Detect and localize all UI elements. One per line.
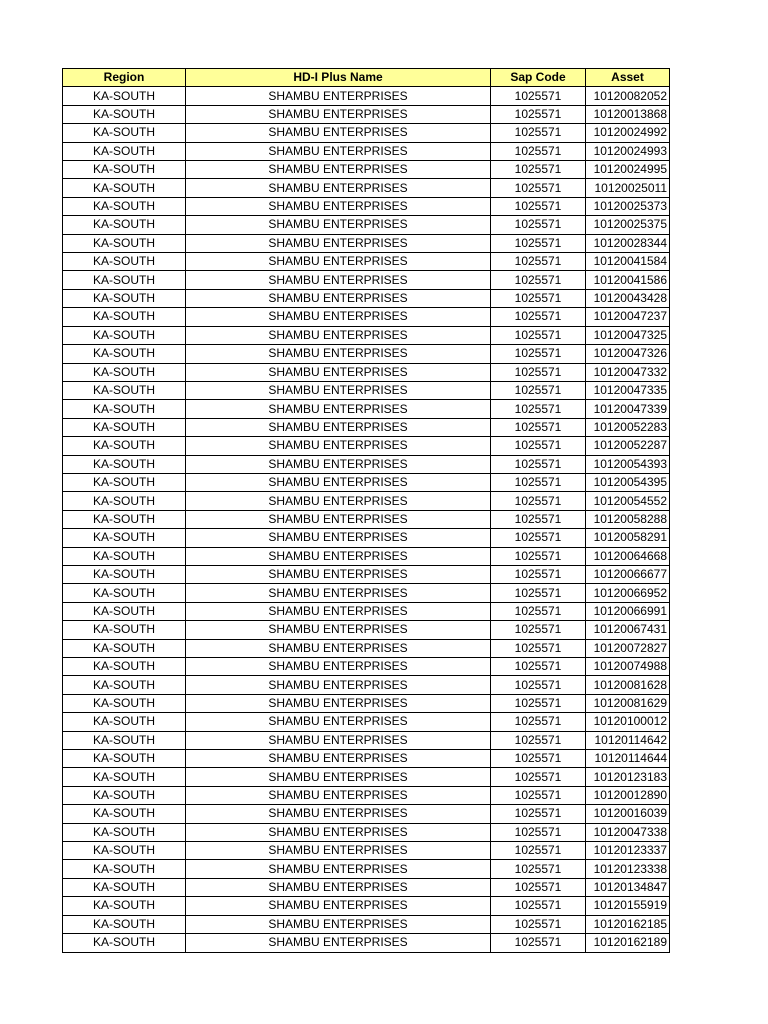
- cell-name: SHAMBU ENTERPRISES: [186, 400, 491, 418]
- table-row: [63, 860, 670, 878]
- cell-region: KA-SOUTH: [63, 124, 186, 142]
- cell-name: SHAMBU ENTERPRISES: [186, 124, 491, 142]
- cell-name: SHAMBU ENTERPRISES: [186, 161, 491, 179]
- table-row: [63, 234, 670, 252]
- table-row: [63, 713, 670, 731]
- cell-region: KA-SOUTH: [63, 897, 186, 915]
- cell-name: SHAMBU ENTERPRISES: [186, 713, 491, 731]
- cell-region: KA-SOUTH: [63, 731, 186, 749]
- cell-name: SHAMBU ENTERPRISES: [186, 860, 491, 878]
- cell-sap-code: 1025571: [491, 584, 586, 602]
- cell-asset: 10120047332: [586, 363, 670, 381]
- cell-asset: 10120134847: [586, 878, 670, 896]
- cell-asset: 10120074988: [586, 658, 670, 676]
- cell-region: KA-SOUTH: [63, 676, 186, 694]
- cell-region: KA-SOUTH: [63, 768, 186, 786]
- cell-name: SHAMBU ENTERPRISES: [186, 934, 491, 952]
- cell-sap-code: 1025571: [491, 768, 586, 786]
- cell-region: KA-SOUTH: [63, 786, 186, 804]
- cell-asset: 10120047338: [586, 823, 670, 841]
- table-row: [63, 639, 670, 657]
- cell-sap-code: 1025571: [491, 253, 586, 271]
- cell-name: SHAMBU ENTERPRISES: [186, 621, 491, 639]
- cell-name: SHAMBU ENTERPRISES: [186, 271, 491, 289]
- cell-name: SHAMBU ENTERPRISES: [186, 418, 491, 436]
- cell-region: KA-SOUTH: [63, 602, 186, 620]
- table-row: [63, 510, 670, 528]
- table-row: [63, 105, 670, 123]
- cell-asset: 10120047339: [586, 400, 670, 418]
- cell-name: SHAMBU ENTERPRISES: [186, 676, 491, 694]
- cell-asset: 10120114642: [586, 731, 670, 749]
- cell-asset: 10120047326: [586, 345, 670, 363]
- cell-sap-code: 1025571: [491, 161, 586, 179]
- table-row: [63, 565, 670, 583]
- table-row: [63, 621, 670, 639]
- cell-region: KA-SOUTH: [63, 142, 186, 160]
- cell-sap-code: 1025571: [491, 124, 586, 142]
- cell-name: SHAMBU ENTERPRISES: [186, 547, 491, 565]
- cell-name: SHAMBU ENTERPRISES: [186, 326, 491, 344]
- cell-name: SHAMBU ENTERPRISES: [186, 253, 491, 271]
- table-row: [63, 308, 670, 326]
- cell-asset: 10120016039: [586, 805, 670, 823]
- cell-sap-code: 1025571: [491, 271, 586, 289]
- column-header-name: HD-I Plus Name: [186, 69, 491, 87]
- cell-name: SHAMBU ENTERPRISES: [186, 584, 491, 602]
- cell-sap-code: 1025571: [491, 142, 586, 160]
- cell-name: SHAMBU ENTERPRISES: [186, 694, 491, 712]
- table-body: [63, 87, 670, 952]
- cell-asset: 10120047237: [586, 308, 670, 326]
- table-row: [63, 731, 670, 749]
- cell-sap-code: 1025571: [491, 381, 586, 399]
- cell-sap-code: 1025571: [491, 400, 586, 418]
- cell-region: KA-SOUTH: [63, 878, 186, 896]
- cell-sap-code: 1025571: [491, 805, 586, 823]
- table-row: [63, 197, 670, 215]
- cell-name: SHAMBU ENTERPRISES: [186, 878, 491, 896]
- cell-asset: 10120066952: [586, 584, 670, 602]
- table-row: [63, 326, 670, 344]
- cell-region: KA-SOUTH: [63, 492, 186, 510]
- header-row: [63, 69, 670, 87]
- cell-sap-code: 1025571: [491, 878, 586, 896]
- cell-name: SHAMBU ENTERPRISES: [186, 492, 491, 510]
- table-row: [63, 750, 670, 768]
- cell-region: KA-SOUTH: [63, 860, 186, 878]
- table-row: [63, 473, 670, 491]
- cell-name: SHAMBU ENTERPRISES: [186, 289, 491, 307]
- table-row: [63, 934, 670, 952]
- cell-asset: 10120082052: [586, 87, 670, 105]
- cell-sap-code: 1025571: [491, 602, 586, 620]
- cell-sap-code: 1025571: [491, 934, 586, 952]
- cell-name: SHAMBU ENTERPRISES: [186, 381, 491, 399]
- table-row: [63, 400, 670, 418]
- cell-region: KA-SOUTH: [63, 694, 186, 712]
- table-row: [63, 179, 670, 197]
- cell-sap-code: 1025571: [491, 216, 586, 234]
- cell-asset: 10120066677: [586, 565, 670, 583]
- cell-sap-code: 1025571: [491, 897, 586, 915]
- table-row: [63, 437, 670, 455]
- cell-region: KA-SOUTH: [63, 805, 186, 823]
- cell-region: KA-SOUTH: [63, 750, 186, 768]
- cell-name: SHAMBU ENTERPRISES: [186, 915, 491, 933]
- cell-asset: 10120047335: [586, 381, 670, 399]
- cell-sap-code: 1025571: [491, 289, 586, 307]
- cell-sap-code: 1025571: [491, 860, 586, 878]
- cell-region: KA-SOUTH: [63, 473, 186, 491]
- table-row: [63, 842, 670, 860]
- cell-asset: 10120114644: [586, 750, 670, 768]
- cell-sap-code: 1025571: [491, 529, 586, 547]
- table-row: [63, 694, 670, 712]
- cell-sap-code: 1025571: [491, 915, 586, 933]
- cell-region: KA-SOUTH: [63, 105, 186, 123]
- cell-sap-code: 1025571: [491, 510, 586, 528]
- cell-sap-code: 1025571: [491, 750, 586, 768]
- cell-sap-code: 1025571: [491, 473, 586, 491]
- cell-asset: 10120072827: [586, 639, 670, 657]
- cell-region: KA-SOUTH: [63, 934, 186, 952]
- cell-region: KA-SOUTH: [63, 658, 186, 676]
- cell-asset: 10120100012: [586, 713, 670, 731]
- table-row: [63, 584, 670, 602]
- cell-name: SHAMBU ENTERPRISES: [186, 786, 491, 804]
- cell-region: KA-SOUTH: [63, 547, 186, 565]
- cell-name: SHAMBU ENTERPRISES: [186, 529, 491, 547]
- cell-asset: 10120155919: [586, 897, 670, 915]
- cell-sap-code: 1025571: [491, 345, 586, 363]
- cell-name: SHAMBU ENTERPRISES: [186, 234, 491, 252]
- cell-sap-code: 1025571: [491, 87, 586, 105]
- cell-asset: 10120123337: [586, 842, 670, 860]
- cell-sap-code: 1025571: [491, 639, 586, 657]
- cell-region: KA-SOUTH: [63, 197, 186, 215]
- cell-name: SHAMBU ENTERPRISES: [186, 197, 491, 215]
- cell-asset: 10120054393: [586, 455, 670, 473]
- cell-sap-code: 1025571: [491, 179, 586, 197]
- cell-sap-code: 1025571: [491, 676, 586, 694]
- cell-asset: 10120162185: [586, 915, 670, 933]
- table-row: [63, 602, 670, 620]
- cell-asset: 10120024993: [586, 142, 670, 160]
- cell-name: SHAMBU ENTERPRISES: [186, 805, 491, 823]
- cell-asset: 10120081629: [586, 694, 670, 712]
- cell-region: KA-SOUTH: [63, 418, 186, 436]
- cell-region: KA-SOUTH: [63, 179, 186, 197]
- cell-name: SHAMBU ENTERPRISES: [186, 142, 491, 160]
- table-row: [63, 345, 670, 363]
- cell-sap-code: 1025571: [491, 308, 586, 326]
- cell-name: SHAMBU ENTERPRISES: [186, 455, 491, 473]
- cell-sap-code: 1025571: [491, 694, 586, 712]
- cell-name: SHAMBU ENTERPRISES: [186, 823, 491, 841]
- table-row: [63, 805, 670, 823]
- cell-region: KA-SOUTH: [63, 363, 186, 381]
- table-row: [63, 271, 670, 289]
- cell-region: KA-SOUTH: [63, 713, 186, 731]
- cell-region: KA-SOUTH: [63, 510, 186, 528]
- cell-asset: 10120052287: [586, 437, 670, 455]
- cell-asset: 10120162189: [586, 934, 670, 952]
- cell-name: SHAMBU ENTERPRISES: [186, 658, 491, 676]
- cell-name: SHAMBU ENTERPRISES: [186, 437, 491, 455]
- cell-region: KA-SOUTH: [63, 639, 186, 657]
- table-row: [63, 289, 670, 307]
- cell-region: KA-SOUTH: [63, 915, 186, 933]
- asset-table: [62, 68, 670, 953]
- cell-sap-code: 1025571: [491, 823, 586, 841]
- cell-region: KA-SOUTH: [63, 565, 186, 583]
- cell-name: SHAMBU ENTERPRISES: [186, 473, 491, 491]
- table-row: [63, 161, 670, 179]
- table-row: [63, 216, 670, 234]
- cell-region: KA-SOUTH: [63, 345, 186, 363]
- cell-sap-code: 1025571: [491, 713, 586, 731]
- cell-sap-code: 1025571: [491, 326, 586, 344]
- cell-name: SHAMBU ENTERPRISES: [186, 105, 491, 123]
- table-row: [63, 87, 670, 105]
- cell-asset: 10120054395: [586, 473, 670, 491]
- cell-sap-code: 1025571: [491, 105, 586, 123]
- table-row: [63, 786, 670, 804]
- cell-name: SHAMBU ENTERPRISES: [186, 842, 491, 860]
- cell-region: KA-SOUTH: [63, 529, 186, 547]
- table-row: [63, 529, 670, 547]
- cell-region: KA-SOUTH: [63, 381, 186, 399]
- table-row: [63, 142, 670, 160]
- cell-asset: 10120025375: [586, 216, 670, 234]
- cell-asset: 10120012890: [586, 786, 670, 804]
- column-header-asset: Asset: [586, 69, 670, 87]
- cell-asset: 10120064668: [586, 547, 670, 565]
- cell-region: KA-SOUTH: [63, 234, 186, 252]
- cell-sap-code: 1025571: [491, 437, 586, 455]
- cell-sap-code: 1025571: [491, 842, 586, 860]
- cell-asset: 10120066991: [586, 602, 670, 620]
- cell-sap-code: 1025571: [491, 621, 586, 639]
- cell-region: KA-SOUTH: [63, 289, 186, 307]
- cell-asset: 10120041586: [586, 271, 670, 289]
- cell-region: KA-SOUTH: [63, 437, 186, 455]
- cell-region: KA-SOUTH: [63, 823, 186, 841]
- cell-region: KA-SOUTH: [63, 87, 186, 105]
- table-row: [63, 676, 670, 694]
- table-row: [63, 915, 670, 933]
- cell-name: SHAMBU ENTERPRISES: [186, 602, 491, 620]
- cell-asset: 10120047325: [586, 326, 670, 344]
- cell-asset: 10120041584: [586, 253, 670, 271]
- table-row: [63, 381, 670, 399]
- cell-region: KA-SOUTH: [63, 455, 186, 473]
- cell-name: SHAMBU ENTERPRISES: [186, 750, 491, 768]
- cell-name: SHAMBU ENTERPRISES: [186, 345, 491, 363]
- cell-name: SHAMBU ENTERPRISES: [186, 510, 491, 528]
- table-row: [63, 253, 670, 271]
- cell-sap-code: 1025571: [491, 455, 586, 473]
- cell-asset: 10120123338: [586, 860, 670, 878]
- cell-sap-code: 1025571: [491, 547, 586, 565]
- cell-sap-code: 1025571: [491, 565, 586, 583]
- cell-region: KA-SOUTH: [63, 161, 186, 179]
- cell-asset: 10120043428: [586, 289, 670, 307]
- table-row: [63, 547, 670, 565]
- column-header-region: Region: [63, 69, 186, 87]
- cell-name: SHAMBU ENTERPRISES: [186, 565, 491, 583]
- cell-name: SHAMBU ENTERPRISES: [186, 179, 491, 197]
- table-row: [63, 455, 670, 473]
- table-row: [63, 492, 670, 510]
- cell-asset: 10120013868: [586, 105, 670, 123]
- cell-region: KA-SOUTH: [63, 400, 186, 418]
- cell-sap-code: 1025571: [491, 234, 586, 252]
- column-header-sap-code: Sap Code: [491, 69, 586, 87]
- table-row: [63, 823, 670, 841]
- table-row: [63, 897, 670, 915]
- cell-name: SHAMBU ENTERPRISES: [186, 768, 491, 786]
- table-row: [63, 124, 670, 142]
- cell-name: SHAMBU ENTERPRISES: [186, 363, 491, 381]
- cell-name: SHAMBU ENTERPRISES: [186, 897, 491, 915]
- cell-asset: 10120123183: [586, 768, 670, 786]
- cell-name: SHAMBU ENTERPRISES: [186, 639, 491, 657]
- table-row: [63, 878, 670, 896]
- cell-asset: 10120058291: [586, 529, 670, 547]
- cell-sap-code: 1025571: [491, 658, 586, 676]
- cell-sap-code: 1025571: [491, 786, 586, 804]
- cell-region: KA-SOUTH: [63, 271, 186, 289]
- cell-asset: 10120058288: [586, 510, 670, 528]
- cell-region: KA-SOUTH: [63, 842, 186, 860]
- cell-sap-code: 1025571: [491, 731, 586, 749]
- cell-sap-code: 1025571: [491, 492, 586, 510]
- cell-asset: 10120028344: [586, 234, 670, 252]
- cell-asset: 10120081628: [586, 676, 670, 694]
- cell-asset: 10120025373: [586, 197, 670, 215]
- cell-asset: 10120052283: [586, 418, 670, 436]
- cell-name: SHAMBU ENTERPRISES: [186, 87, 491, 105]
- cell-region: KA-SOUTH: [63, 621, 186, 639]
- cell-sap-code: 1025571: [491, 363, 586, 381]
- cell-region: KA-SOUTH: [63, 308, 186, 326]
- cell-asset: 10120025011: [586, 179, 670, 197]
- cell-region: KA-SOUTH: [63, 584, 186, 602]
- cell-sap-code: 1025571: [491, 418, 586, 436]
- cell-region: KA-SOUTH: [63, 216, 186, 234]
- table-row: [63, 363, 670, 381]
- cell-name: SHAMBU ENTERPRISES: [186, 731, 491, 749]
- table-row: [63, 768, 670, 786]
- cell-asset: 10120024992: [586, 124, 670, 142]
- cell-region: KA-SOUTH: [63, 253, 186, 271]
- cell-asset: 10120024995: [586, 161, 670, 179]
- cell-name: SHAMBU ENTERPRISES: [186, 308, 491, 326]
- table-row: [63, 418, 670, 436]
- cell-asset: 10120067431: [586, 621, 670, 639]
- table-row: [63, 658, 670, 676]
- cell-name: SHAMBU ENTERPRISES: [186, 216, 491, 234]
- cell-sap-code: 1025571: [491, 197, 586, 215]
- cell-region: KA-SOUTH: [63, 326, 186, 344]
- cell-asset: 10120054552: [586, 492, 670, 510]
